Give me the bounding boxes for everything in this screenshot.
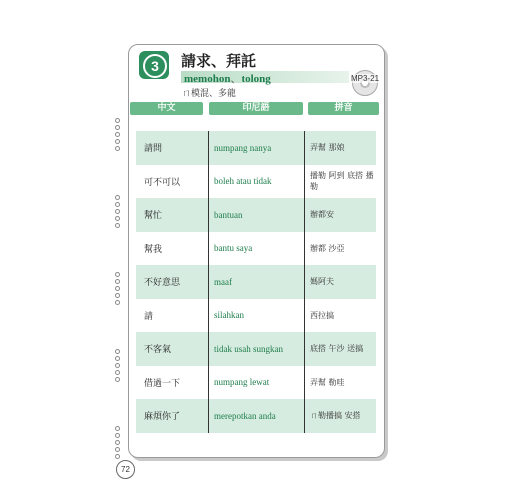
pinyin-cell: 弄幫 勒哇 xyxy=(310,377,345,387)
binder-ring xyxy=(115,370,120,375)
chinese-cell: 麻煩你了 xyxy=(144,412,181,423)
pinyin-cell: 播勒 阿到 底搭 播勒 xyxy=(310,171,374,192)
binder-ring xyxy=(115,146,120,151)
binder-ring xyxy=(115,125,120,130)
binder-ring xyxy=(115,356,120,361)
indonesian-cell: bantuan xyxy=(214,209,243,220)
binder-ring xyxy=(115,139,120,144)
binder-ring xyxy=(115,433,120,438)
binder-ring xyxy=(115,272,120,277)
lesson-subtitle: ㄇ模混、多龍 xyxy=(182,89,237,99)
pronunciation-word: memohon xyxy=(184,73,231,85)
binder-ring xyxy=(115,454,120,459)
column-header-pinyin: 拼音 xyxy=(308,102,379,115)
table-row xyxy=(136,366,376,400)
binder-ring xyxy=(115,286,120,291)
table-row xyxy=(136,198,376,232)
pronunciation-word: tolong xyxy=(241,73,271,85)
lesson-title: 請求、拜託 xyxy=(181,52,257,70)
binder-ring xyxy=(115,279,120,284)
chinese-cell: 請問 xyxy=(144,144,163,155)
table-row xyxy=(136,332,376,366)
pinyin-cell: 辦都 沙亞 xyxy=(310,243,345,253)
chinese-cell: 可不可以 xyxy=(144,177,181,188)
chinese-cell: 不客氣 xyxy=(144,345,172,356)
table-row xyxy=(136,399,376,433)
table-row xyxy=(136,265,376,299)
binder-ring xyxy=(115,426,120,431)
table-row xyxy=(136,131,376,165)
binder-ring xyxy=(115,377,120,382)
binder-ring xyxy=(115,440,120,445)
table-row xyxy=(136,232,376,266)
lesson-pronunciation xyxy=(184,70,271,86)
page-number: 72 xyxy=(116,460,135,479)
binder-ring xyxy=(115,118,120,123)
pinyin-cell: 底搭 午沙 送搞 xyxy=(310,344,364,354)
table-row xyxy=(136,299,376,333)
pinyin-cell: 弄幫 那娘 xyxy=(310,143,345,153)
indonesian-cell: merepotkan anda xyxy=(214,410,276,421)
table-row xyxy=(136,165,376,199)
indonesian-cell: boleh atau tidak xyxy=(214,176,272,187)
lesson-number-badge xyxy=(139,51,169,79)
binder-ring xyxy=(115,293,120,298)
pronunciation-separator: 、 xyxy=(230,72,242,85)
pinyin-cell: 媽阿夫 xyxy=(310,277,334,287)
binder-ring xyxy=(115,447,120,452)
binder-ring xyxy=(115,216,120,221)
binder-ring xyxy=(115,202,120,207)
chinese-cell: 幫忙 xyxy=(144,211,163,222)
chinese-cell: 借過一下 xyxy=(144,378,181,389)
binder-ring xyxy=(115,132,120,137)
column-divider xyxy=(304,131,305,433)
lesson-number: 3 xyxy=(143,54,167,78)
indonesian-cell: maaf xyxy=(214,276,232,287)
binder-ring xyxy=(115,349,120,354)
column-header-indonesian: 印尼語 xyxy=(209,102,303,115)
indonesian-cell: numpang lewat xyxy=(214,377,270,388)
phrase-table xyxy=(136,131,376,433)
indonesian-cell: bantu saya xyxy=(214,243,253,254)
pinyin-cell: ㄇ勒播搞 安搭 xyxy=(310,411,361,421)
binder-rings xyxy=(115,118,125,459)
indonesian-cell: silahkan xyxy=(214,310,244,321)
column-header-chinese: 中文 xyxy=(130,102,203,115)
binder-ring xyxy=(115,223,120,228)
binder-ring xyxy=(115,363,120,368)
chinese-cell: 幫我 xyxy=(144,244,163,255)
column-divider xyxy=(208,131,209,433)
binder-ring xyxy=(115,300,120,305)
indonesian-cell: numpang nanya xyxy=(214,142,272,153)
pinyin-cell: 西拉搞 xyxy=(310,310,334,320)
chinese-cell: 不好意思 xyxy=(144,278,181,289)
binder-ring xyxy=(115,209,120,214)
chinese-cell: 請 xyxy=(144,311,154,322)
audio-track-label[interactable]: MP3-21 xyxy=(351,74,380,83)
binder-ring xyxy=(115,195,120,200)
pinyin-cell: 辦都安 xyxy=(310,210,334,220)
indonesian-cell: tidak usah sungkan xyxy=(214,343,283,354)
